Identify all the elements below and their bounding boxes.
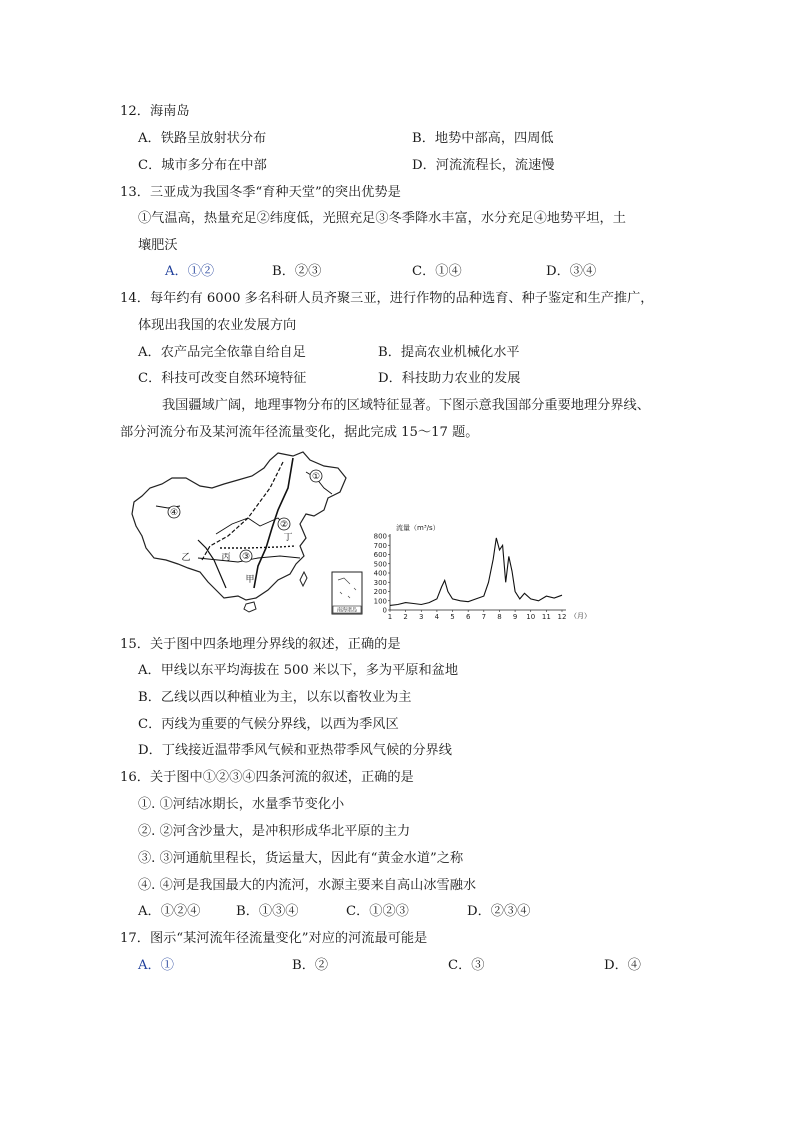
chart-x-tick-label: 6 [465,613,471,621]
runoff-chart [366,520,591,628]
q17-option-b: B．② [292,958,329,973]
hainan-island [244,602,256,612]
q14-option-c: C．科技可改变自然环境特征 [138,371,307,386]
q14-stem-line2: 体现出我国的农业发展方向 [138,318,297,333]
q16-statement-4: ④. ④河是我国最大的内流河，水源主要来自高山冰雪融水 [138,878,477,893]
label-line-jia: 甲 [245,575,255,585]
q15-option-c: C．丙线为重要的气候分界线，以西为季风区 [138,717,399,732]
chart-x-tick-label: 10 [526,613,536,621]
chart-y-tick-label: 100 [373,597,387,606]
q14-stem-line1: 14．每年约有 6000 多名科研人员齐聚三亚，进行作物的品种选育、种子鉴定和生产推广， [120,291,654,306]
q17-option-d: D．④ [604,958,641,973]
q12-option-b: B．地势中部高，四周低 [412,131,554,146]
inset-label: 南海诸岛 [336,607,358,614]
chart-y-tick-label: 300 [373,578,387,587]
q14-option-d: D．科技助力农业的发展 [378,371,521,386]
q16-option-d: D．②③④ [467,904,531,919]
q13-option-b: B．②③ [272,264,322,279]
q12-stem: 12．海南岛 [120,104,190,119]
chart-y-tick-label: 200 [373,588,387,596]
q13-stem: 13．三亚成为我国冬季“育种天堂”的突出优势是 [120,185,401,200]
chart-x-axis-ticks [388,610,567,621]
q16-option-b: B．①③④ [236,904,299,919]
q13-option-c: C．①④ [412,264,462,279]
chart-x-tick-label: 12 [557,613,567,621]
q16-statement-2: ②. ②河含沙量大，是冲积形成华北平原的主力 [138,824,411,839]
chart-x-tick-label: 11 [541,613,551,621]
q16-option-c: C．①②③ [346,904,409,919]
chart-x-tick-label: 9 [512,613,518,621]
intro-line1: 我国疆域广阔，地理事物分布的区域特征显著。下图示意我国部分重要地理分界线、 [162,398,650,413]
label-line-bing: 丙 [221,553,231,563]
q16-statement-1: ①. ①河结冰期长，水量季节变化小 [138,797,345,812]
label-river-4: ④ [169,508,179,518]
q15-option-b: B．乙线以西以种植业为主，以东以畜牧业为主 [138,690,412,705]
chart-y-axis-ticks [374,533,390,615]
chart-xlabel: （月） [570,612,591,620]
chart-y-tick-label: 800 [373,532,387,541]
q12-option-c: C．城市多分布在中部 [138,158,267,173]
label-river-2: ② [279,520,289,530]
chart-series-line [390,538,562,606]
intro-line2: 部分河流分布及某河流年径流量变化，据此完成 15～17 题。 [120,425,479,440]
label-line-ding: 丁 [283,533,293,543]
q13-option-a: A．①② [165,264,215,279]
q16-stem: 16．关于图中①②③④四条河流的叙述，正确的是 [120,770,414,785]
label-river-3: ③ [241,552,251,562]
chart-x-tick-label: 7 [481,613,487,621]
q17-option-a: A．① [138,958,174,973]
q12-option-a: A．铁路呈放射状分布 [138,131,267,146]
q13-statements-line2: 壤肥沃 [138,238,178,253]
q14-option-b: B．提高农业机械化水平 [378,345,520,360]
q15-option-a: A．甲线以东平均海拔在 500 米以下，多为平原和盆地 [138,663,459,678]
chart-x-tick-label: 1 [387,613,393,621]
chart-y-tick-label: 500 [373,560,387,569]
taiwan-island [300,572,307,586]
chart-y-tick-label: 0 [382,606,387,615]
chart-ylabel: 流量（m³/s） [396,524,440,532]
q16-statement-3: ③. ③河通航里程长，货运量大，因此有“黄金水道”之称 [138,851,464,866]
q15-stem: 15．关于图中四条地理分界线的叙述，正确的是 [120,637,401,652]
chart-y-tick-label: 400 [373,569,387,578]
chart-x-tick-label: 3 [419,613,424,621]
q13-option-d: D．③④ [546,264,597,279]
q15-option-d: D．丁线接近温带季风气候和亚热带季风气候的分界线 [138,743,452,758]
label-line-yi: 乙 [181,553,191,563]
q12-option-d: D．河流流程长，流速慢 [412,158,555,173]
line-bing [198,540,226,588]
q17-stem: 17．图示“某河流年径流量变化”对应的河流最可能是 [120,931,428,946]
line-ding [220,546,296,548]
chart-x-tick-label: 4 [434,613,440,621]
chart-x-tick-label: 5 [450,613,455,621]
china-map-figure [128,448,368,618]
chart-y-tick-label: 600 [373,551,387,559]
q14-option-a: A．农产品完全依靠自给自足 [138,345,306,360]
q13-statements-line1: ①气温高，热量充足②纬度低，光照充足③冬季降水丰富，水分充足④地势平坦，土 [138,211,626,226]
q17-option-c: C．③ [448,958,485,973]
line-yi [202,462,283,560]
label-river-1: ① [311,472,321,482]
q16-option-a: A．①②④ [138,904,201,919]
river-2 [216,518,288,534]
chart-y-tick-label: 700 [373,541,387,550]
chart-x-tick-label: 8 [497,613,502,621]
chart-x-tick-label: 2 [403,613,408,621]
